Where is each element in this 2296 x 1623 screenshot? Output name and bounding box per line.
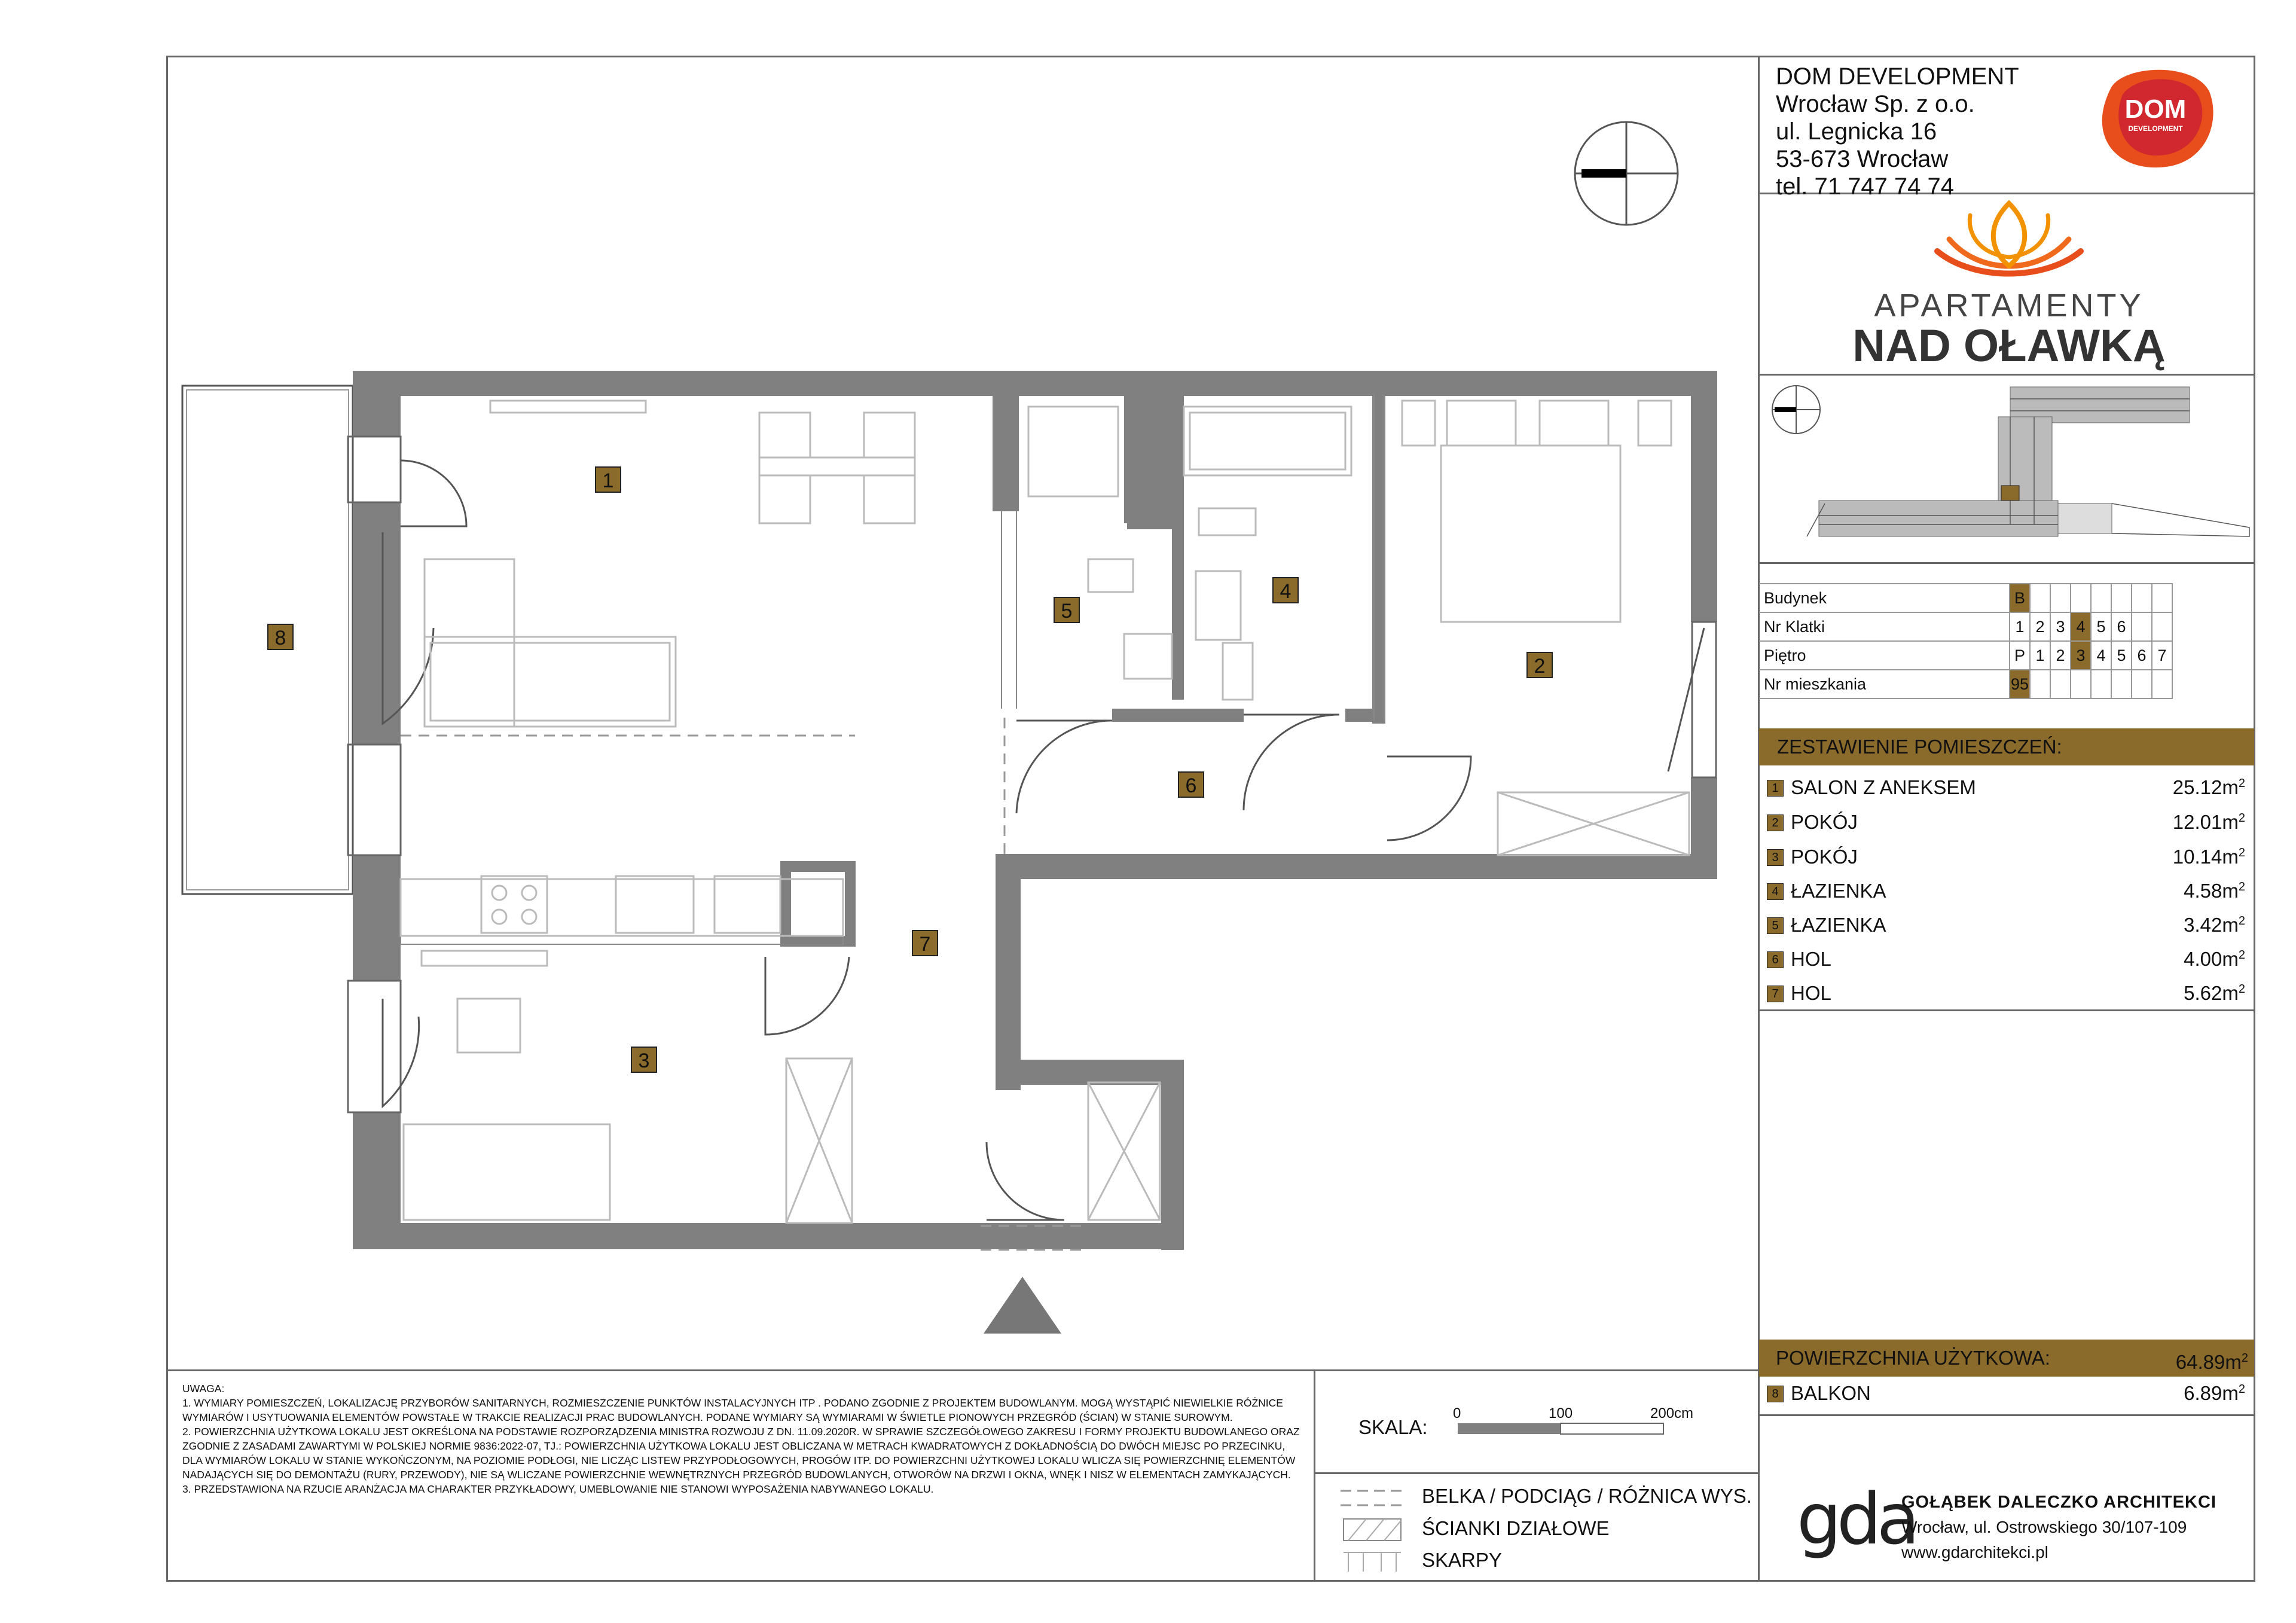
floor-5: 5 bbox=[2111, 641, 2132, 670]
floor-row bbox=[1759, 641, 2172, 670]
staircase-1: 1 bbox=[2010, 612, 2030, 641]
room-name: SALON Z ANEKSEM bbox=[1791, 776, 1976, 798]
room-num: 6 bbox=[1767, 951, 1784, 968]
room-row-1 bbox=[1767, 773, 2245, 803]
room-name: ŁAZIENKA bbox=[1791, 914, 1886, 936]
legend-partition-swatch bbox=[1342, 1518, 1402, 1542]
room-area: $6.89m^2$ bbox=[2184, 1382, 2245, 1404]
company-name: DOM DEVELOPMENT bbox=[1776, 63, 2019, 90]
staircase-row bbox=[1759, 612, 2172, 641]
room-tag-1: 1 bbox=[595, 466, 621, 493]
floor-label: Piętro bbox=[1759, 641, 2010, 670]
legend-reveal-swatch bbox=[1342, 1550, 1402, 1574]
room-tag-5: 5 bbox=[1054, 597, 1080, 623]
room-area: $4.58m^2$ bbox=[2184, 880, 2245, 902]
rooms-heading: ZESTAWIENIE POMIESZCZEŃ: bbox=[1759, 728, 2254, 765]
staircase-6: 6 bbox=[2111, 612, 2132, 641]
staircase-3: 3 bbox=[2050, 612, 2071, 641]
scale-tick-0: 0 bbox=[1453, 1405, 1461, 1421]
apartment-row bbox=[1759, 670, 2172, 698]
legend-reveals: SKARPY bbox=[1422, 1549, 1502, 1571]
project-title-top: APARTAMENTY bbox=[1874, 288, 2144, 324]
legend-beam-swatch bbox=[1339, 1486, 1405, 1510]
room-name: ŁAZIENKA bbox=[1791, 880, 1886, 902]
rooms-end-divider bbox=[1758, 1009, 2255, 1011]
north-arrow-small bbox=[1772, 386, 1820, 434]
staircase-5: 5 bbox=[2091, 612, 2111, 641]
note-1: 1. WYMIARY POMIESZCZEŃ, LOKALIZACJĘ PRZYBORÓW SANITARNYCH, ROZMIESZCZENIE PUNKTÓW INSTALACYJNYCH ITP . PODANO ZGODNIE Z PROJEKTEM BUDOWLANYM. MOGĄ WYSTĄPIĆ NIEWIELKIE RÓŻNICE WYMIARÓW I USYTUOWANIA ELEMENTÓW POWSTAŁE W TRAKCIE REALIZACJI PRAC BUDOWLANYCH. PODANE WYMIARY SĄ WYMIARAMI W ŚWIETLE PIONOWYCH PRZEGRÓD (ŚCIAN) W STANIE SUROWYM. bbox=[182, 1397, 1283, 1423]
company-address bbox=[1776, 63, 2019, 200]
floor-plan bbox=[167, 108, 1746, 1363]
architect-name: GOŁĄBEK DALECZKO ARCHITEKCI bbox=[1901, 1493, 2216, 1512]
company-line-2: Wrocław Sp. z o.o. bbox=[1776, 91, 1975, 117]
room-row-5 bbox=[1767, 910, 2245, 940]
room-num: 3 bbox=[1767, 849, 1784, 866]
room-tag-2: 2 bbox=[1526, 652, 1553, 678]
legend-scale-divider bbox=[1314, 1472, 1759, 1474]
building-label: Budynek bbox=[1759, 584, 2010, 612]
floor-2: 2 bbox=[2050, 641, 2071, 670]
doors bbox=[383, 460, 1704, 1220]
room-name: BALKON bbox=[1791, 1382, 1871, 1404]
building-value: B bbox=[2010, 584, 2030, 612]
scale-tick-100: 100 bbox=[1549, 1405, 1573, 1421]
room-row-3 bbox=[1767, 842, 2245, 872]
room-num: 7 bbox=[1767, 986, 1784, 1002]
room-name: POKÓJ bbox=[1791, 811, 1858, 833]
sidebar-bottom-divider bbox=[1758, 1414, 2255, 1416]
notes-heading: UWAGA: bbox=[182, 1383, 225, 1395]
room-name: POKÓJ bbox=[1791, 846, 1858, 868]
notes bbox=[182, 1381, 1300, 1496]
room-num: 1 bbox=[1767, 780, 1784, 797]
floor-p: P bbox=[2010, 641, 2030, 670]
room-row-6 bbox=[1767, 944, 2245, 974]
architect-address: Wrocław, ul. Ostrowskiego 30/107-109 bbox=[1901, 1518, 2187, 1536]
room-area: $3.42m^2$ bbox=[2184, 914, 2245, 936]
floor-1: 1 bbox=[2030, 641, 2050, 670]
room-row-7 bbox=[1767, 978, 2245, 1008]
key-plan bbox=[1759, 375, 2254, 562]
legend-beam: BELKA / PODCIĄG / RÓŻNICA WYS. bbox=[1422, 1485, 1752, 1507]
north-arrow-main bbox=[1575, 122, 1678, 225]
scale-bar bbox=[1458, 1422, 1667, 1438]
staircase-label: Nr Klatki bbox=[1759, 612, 2010, 641]
floor-4: 4 bbox=[2091, 641, 2111, 670]
room-name: HOL bbox=[1791, 948, 1831, 970]
floor-6: 6 bbox=[2132, 641, 2152, 670]
apartment-info-table bbox=[1759, 583, 2173, 699]
room-area: $25.12m^2$ bbox=[2172, 776, 2245, 798]
room-area: $5.62m^2$ bbox=[2184, 982, 2245, 1004]
room-tag-3: 3 bbox=[631, 1047, 657, 1073]
room-area: $12.01m^2$ bbox=[2172, 811, 2245, 833]
scale-label: SKALA: bbox=[1358, 1416, 1428, 1438]
room-name: HOL bbox=[1791, 982, 1831, 1004]
dom-development-logo bbox=[2093, 65, 2218, 169]
room-num: 4 bbox=[1767, 883, 1784, 900]
room-num: 2 bbox=[1767, 814, 1784, 831]
legend-partitions: ŚCIANKI DZIAŁOWE bbox=[1422, 1517, 1610, 1539]
room-num: 5 bbox=[1767, 917, 1784, 934]
note-3: 3. PRZEDSTAWIONA NA RZUCIE ARANŻACJA MA CHARAKTER PRZYKŁADOWY, UMEBLOWANIE NIE STANOWI WYPOSAŻENIA NABYWANEGO LOKALU. bbox=[182, 1483, 934, 1495]
furniture bbox=[401, 401, 1689, 1223]
keyplan-divider bbox=[1758, 562, 2255, 564]
gda-logo: gda bbox=[1797, 1478, 1916, 1560]
balcony-row bbox=[1767, 1378, 2245, 1408]
room-tag-6: 6 bbox=[1178, 771, 1204, 798]
apartment-value: 95 bbox=[2010, 670, 2030, 698]
building-row bbox=[1759, 584, 2172, 612]
company-line-3: ul. Legnicka 16 bbox=[1776, 118, 1937, 145]
usable-area-value: $64.89m^2$ bbox=[2175, 1351, 2248, 1373]
floor-3: 3 bbox=[2071, 641, 2091, 670]
note-2: 2. POWIERZCHNIA UŻYTKOWA LOKALU JEST OKREŚLONA NA PODSTAWIE ROZPORZĄDZENIA MINISTRA ROZWOJU Z DN. 11.09.2020R. W SPRAWIE SZCZEGÓŁOWEGO ZAKRESU I FORMY PROJEKTU BUDOWLANEGO ORAZ ZGODNIE Z ZASADAMI ZAWARTYMI W POLSKIEJ NORMIE 9836:2022-07, TJ.: POWIERZCHNIA UŻYTKOWA LOKALU JEST OBLICZANA W METRACH KWADRATOWYCH Z DOKŁADNOŚCIĄ DO DWÓCH MIEJSC PO PRZECINKU, DLA WYMIARÓW LOKALU W STANIE WYKOŃCZONYM, NA POZIOMIE PODŁOGI, NIE LICZĄC LISTEW PRZYPODŁOGOWYCH, PROGÓW ITP. DO POWIERZCHNI UŻYTKOWEJ LOKALU WLICZA SIĘ POWIERZCHNIĘ ELEMENTÓW NADAJĄCYCH SIĘ DO DEMONTAŻU (RURY, PRZEWODY), NIE SĄ WLICZANE POWIERZCHNIE WEWNĘTRZNYCH PRZEGRÓD BUDOWLANYCH, OTWORÓW NA DRZWI I OKNA, WNĘK I NISZ W ELEMENTACH ZAMYKAJĄCYCH. bbox=[182, 1426, 1300, 1481]
room-num: 8 bbox=[1767, 1386, 1784, 1402]
room-tag-7: 7 bbox=[912, 930, 938, 956]
dom-logo-subtext: DEVELOPMENT bbox=[2128, 124, 2183, 133]
room-row-2 bbox=[1767, 807, 2245, 837]
usable-area-label: POWIERZCHNIA UŻYTKOWA: bbox=[1776, 1347, 2050, 1369]
room-area: $4.00m^2$ bbox=[2184, 948, 2245, 970]
usable-area-bar bbox=[1759, 1340, 2254, 1377]
dom-logo-text: DOM bbox=[2124, 94, 2187, 124]
project-title-bottom: NAD OŁAWKĄ bbox=[1852, 321, 2166, 371]
scale-tick-200: 200cm bbox=[1650, 1405, 1694, 1421]
entrance-marker bbox=[984, 1277, 1061, 1334]
apartment-label: Nr mieszkania bbox=[1759, 670, 2010, 698]
exterior-walls bbox=[353, 371, 1717, 1250]
architect-web: www.gdarchitekci.pl bbox=[1901, 1543, 2048, 1561]
room-tag-4: 4 bbox=[1272, 577, 1299, 603]
dashed-beams bbox=[401, 718, 1082, 1250]
windows bbox=[348, 437, 1716, 1112]
room-row-4 bbox=[1767, 876, 2245, 906]
notes-legend-divider bbox=[1314, 1369, 1315, 1582]
room-tag-8: 8 bbox=[267, 624, 294, 650]
company-line-4: 53-673 Wrocław bbox=[1776, 146, 1949, 172]
floor-7: 7 bbox=[2152, 641, 2172, 670]
company-phone: tel. 71 747 74 74 bbox=[1776, 173, 1955, 200]
staircase-2: 2 bbox=[2030, 612, 2050, 641]
staircase-4: 4 bbox=[2071, 612, 2091, 641]
lotus-icon bbox=[1925, 197, 2093, 281]
notes-divider bbox=[166, 1369, 1759, 1371]
room-area: $10.14m^2$ bbox=[2172, 846, 2245, 868]
